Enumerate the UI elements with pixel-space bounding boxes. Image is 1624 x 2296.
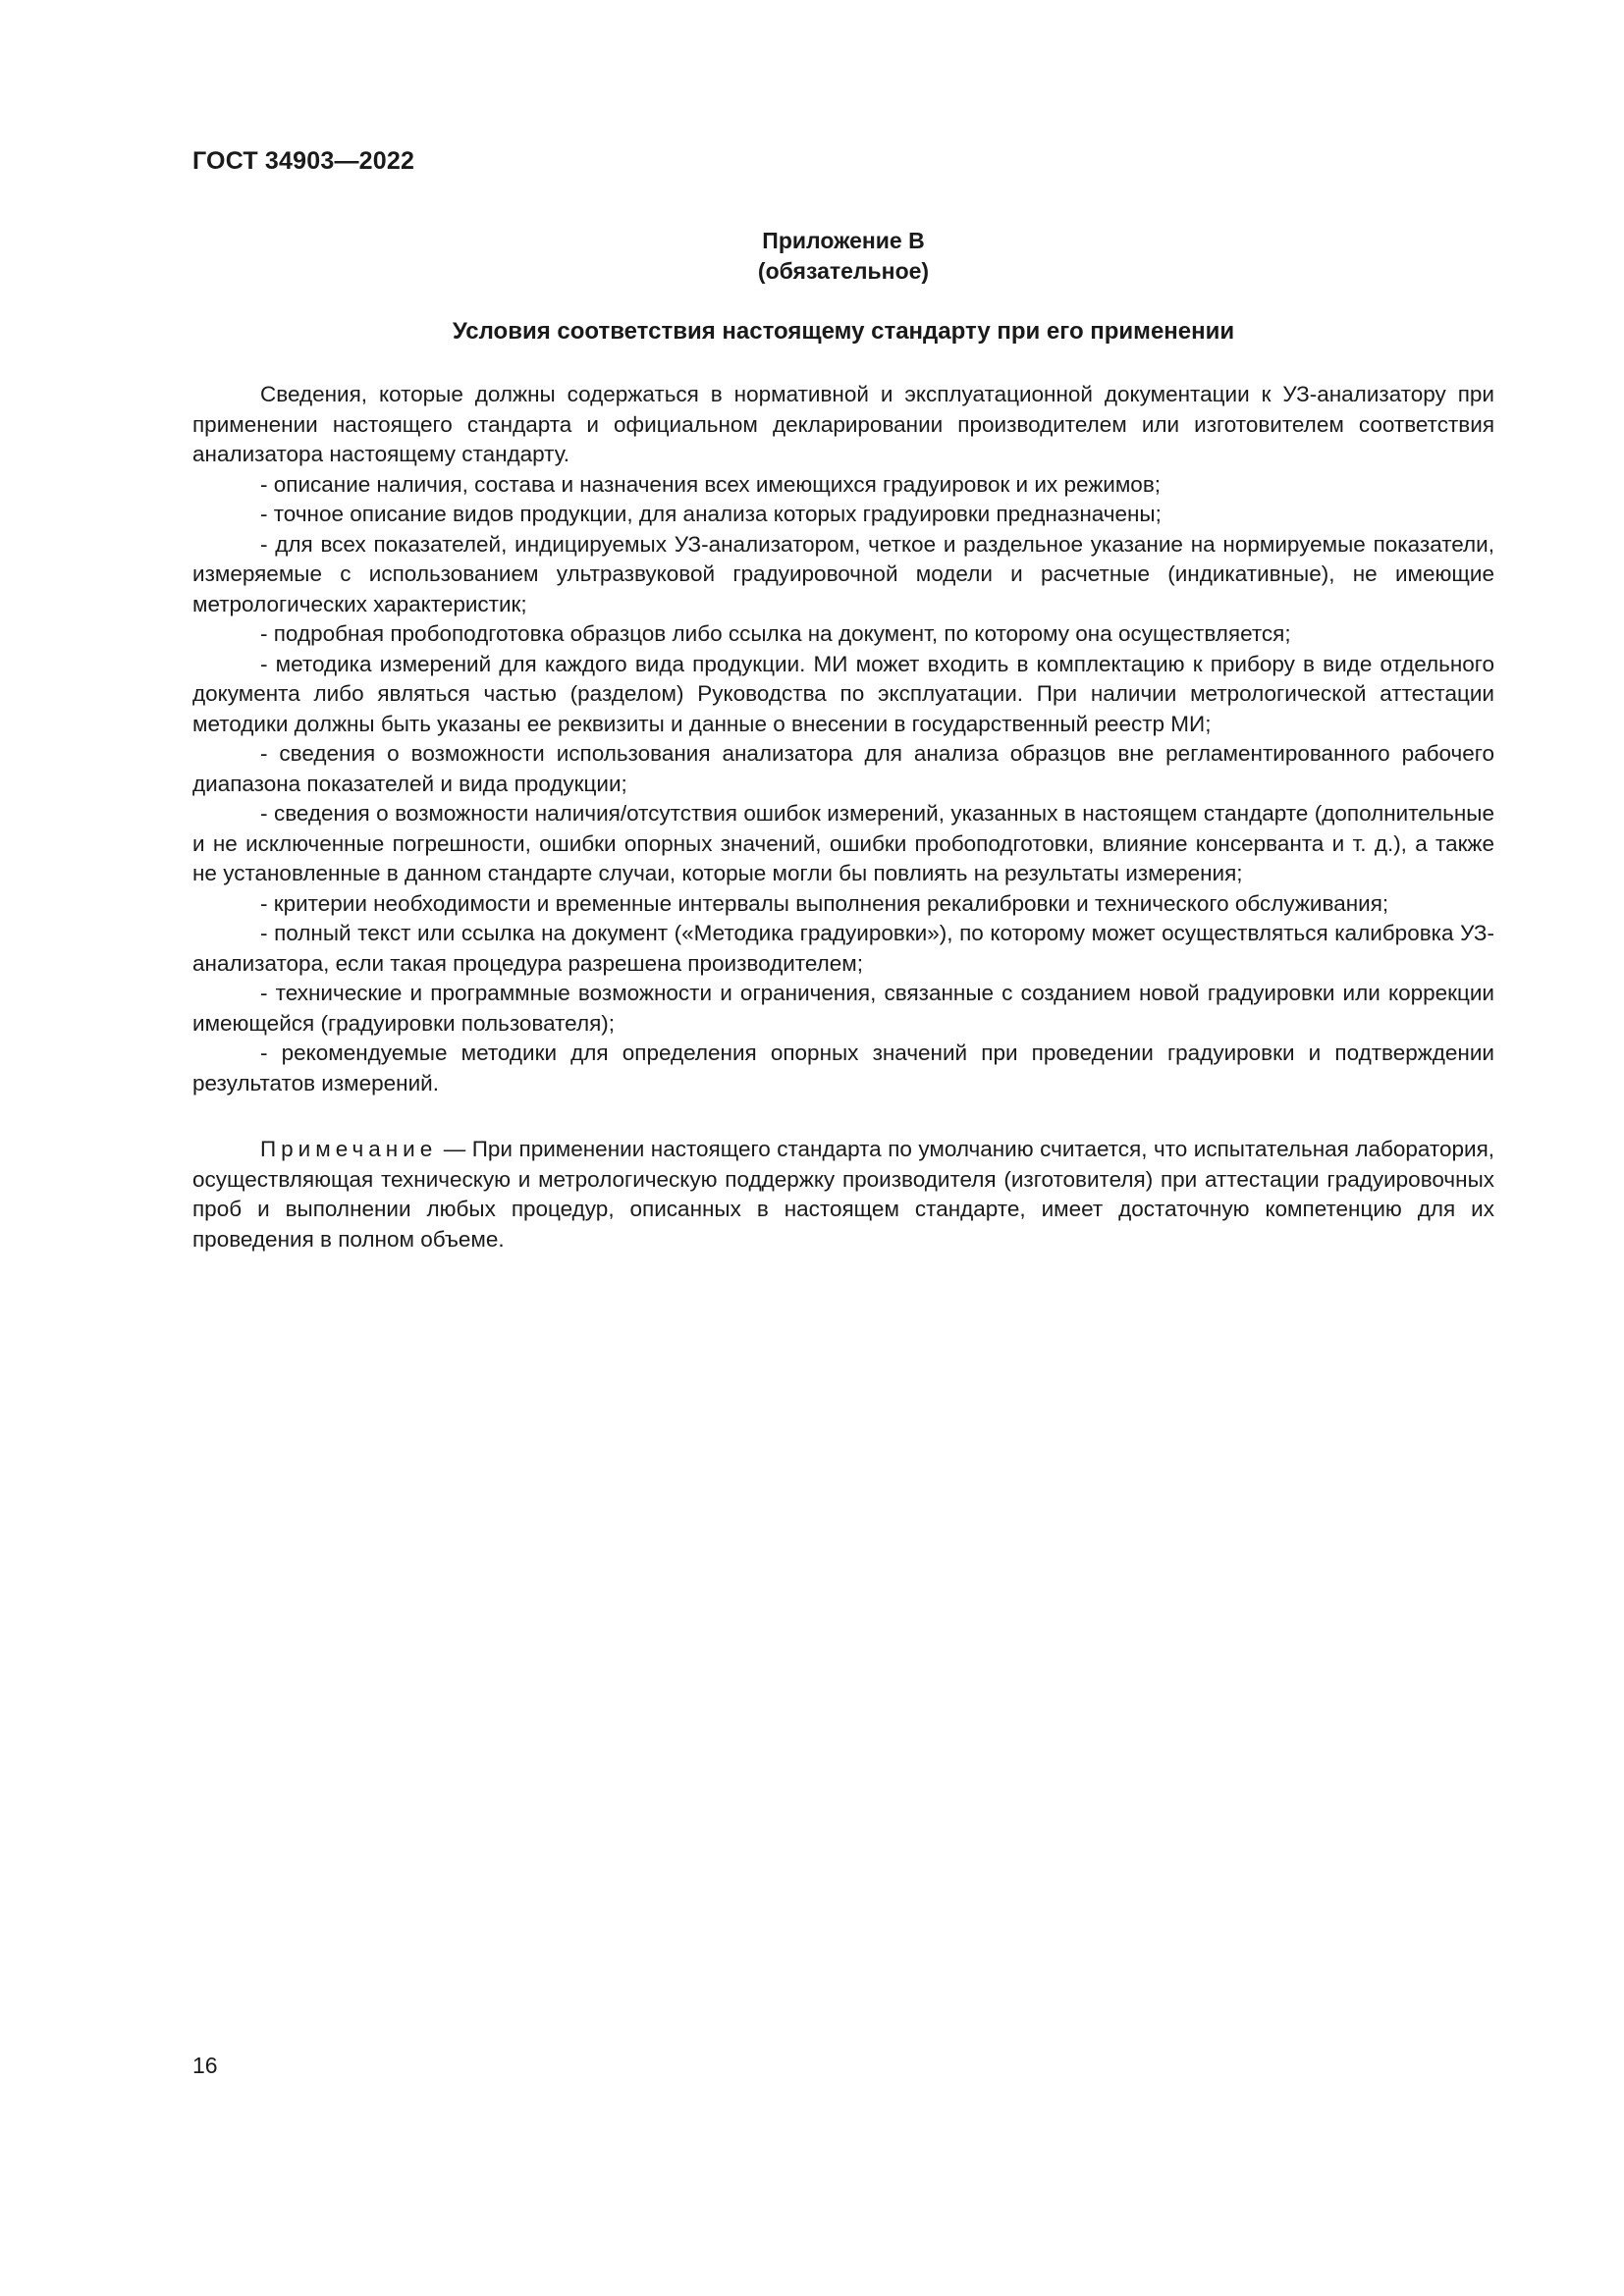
- list-item: - технические и программные возможности и ограничения, связанные с созданием новой градуировки или коррекции имеющейся (градуировки пользователя);: [192, 981, 1494, 1036]
- list-item: - для всех показателей, индицируемых УЗ-анализатором, четкое и раздельное указание на нормируемые показатели, измеряемые с использованием ультразвуковой градуировочной модели и расчетные (индикативные), не имеющие метрологических характеристик;: [192, 531, 1494, 616]
- intro-paragraph: Сведения, которые должны содержаться в нормативной и эксплуатационной документации к УЗ-анализатору при применении настоящего стандарта и официальном декларировании производителем или изготовителем соответствия анализатора настоящему стандарту.: [192, 382, 1494, 466]
- note-block: [192, 1135, 1494, 1255]
- note-text: — При применении настоящего стандарта по умолчанию считается, что испытательная лаборатория, осуществляющая техническую и метрологическую поддержку производителя (изготовителя) при аттестации градуировочных проб и выполнении любых процедур, описанных в настоящем стандарте, имеет достаточную компетенцию для их проведения в полном объеме.: [192, 1137, 1494, 1252]
- list-item: - сведения о возможности наличия/отсутствия ошибок измерений, указанных в настоящем стандарте (дополнительные и не исключенные погрешности, ошибки опорных значений, ошибки пробоподготовки, влияние консерванта и т. д.), а также не установленные в данном стандарте случаи, которые могли бы повлиять на результаты измерения;: [192, 801, 1494, 885]
- list-item: - сведения о возможности использования анализатора для анализа образцов вне регламентированного рабочего диапазона показателей и вида продукции;: [192, 741, 1494, 796]
- appendix-status: (обязательное): [757, 258, 930, 284]
- list-item: - описание наличия, состава и назначения всех имеющихся градуировок и их режимов;: [260, 471, 1162, 497]
- body-text: [192, 380, 1494, 1098]
- list-item: - подробная пробоподготовка образцов либо ссылка на документ, по которому она осуществляется;: [260, 621, 1291, 646]
- note-paragraph: [192, 1135, 1494, 1255]
- section-title: Условия соответствия настоящему стандарту при его применении: [452, 318, 1235, 345]
- appendix-title: Приложение В: [762, 228, 925, 253]
- list-item: - точное описание видов продукции, для анализа которых градуировки предназначены;: [260, 502, 1162, 526]
- list-item: - критерии необходимости и временные интервалы выполнения рекалибровки и технического обслуживания;: [260, 890, 1389, 916]
- page-number: 16: [192, 2053, 218, 2078]
- note-label: Примечание: [260, 1137, 438, 1161]
- appendix-heading: [192, 226, 1494, 287]
- document-code-header: ГОСТ 34903—2022: [192, 147, 415, 175]
- list-item: - рекомендуемые методики для определения опорных значений при проведении градуировки и подтверждении результатов измерений.: [192, 1041, 1494, 1095]
- list-item: - методика измерений для каждого вида продукции. МИ может входить в комплектацию к прибору в виде отдельного документа либо являться частью (разделом) Руководства по эксплуатации. При наличии метрологической аттестации методики должны быть указаны ее реквизиты и данные о внесении в государственный реестр МИ;: [192, 651, 1494, 736]
- list-item: - полный текст или ссылка на документ («Методика градуировки»), по которому может осуществляться калибровка УЗ-анализатора, если такая процедура разрешена производителем;: [192, 921, 1494, 976]
